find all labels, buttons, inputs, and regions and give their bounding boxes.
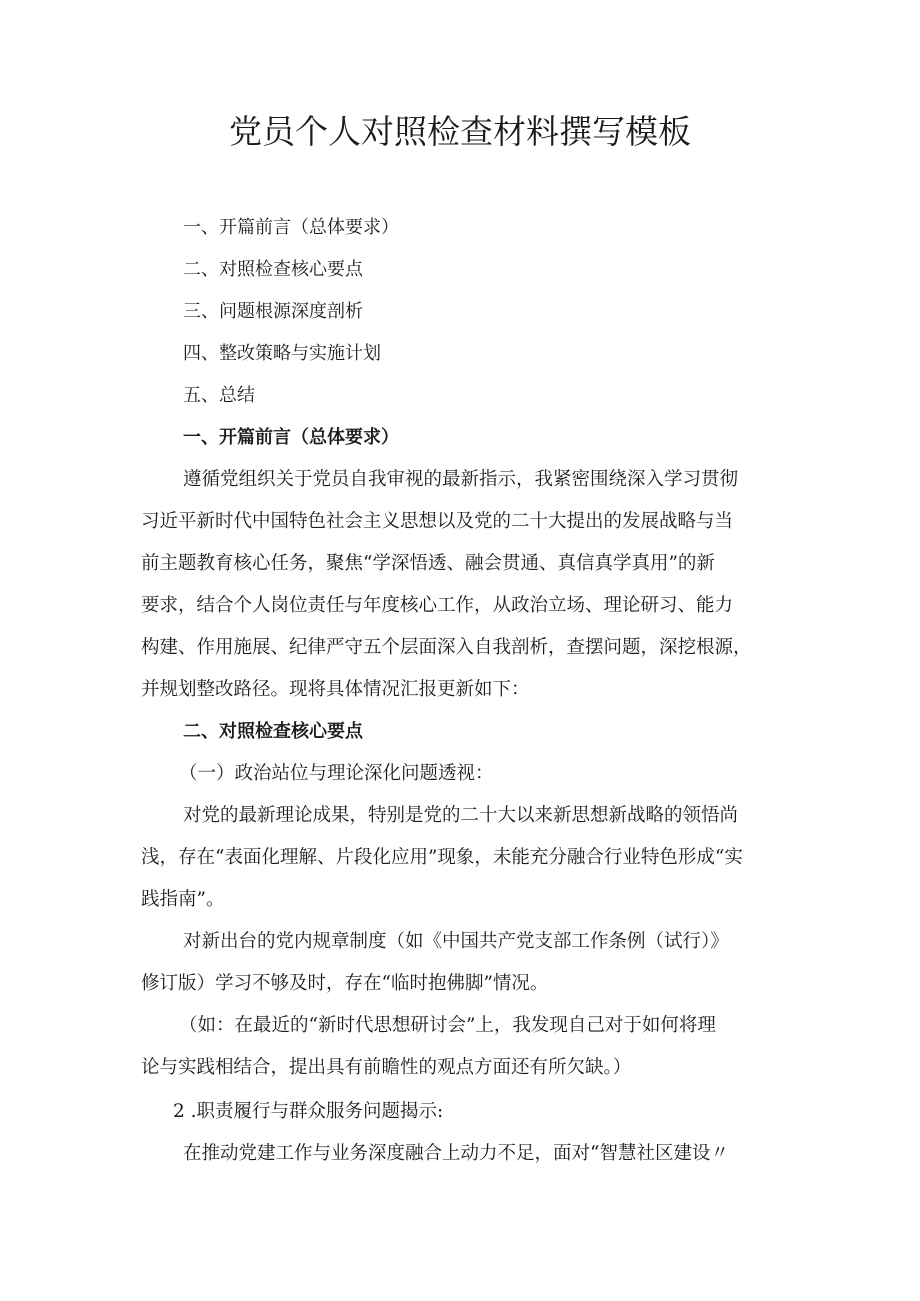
paragraph-line: 在推动党建工作与业务深度融合上动力不足，面对“智慧社区建设〃 [183,1143,729,1164]
section-heading: 一、开篇前言（总体要求） [183,427,399,448]
paragraph-line: （如：在最近的“新时代思想研讨会”上，我发现自己对于如何将理 [179,1015,716,1036]
list-item-heading: 2 .职责履行与群众服务问题揭示: [173,1101,444,1122]
subsection-heading: （一）政治站位与理论深化问题透视： [179,763,494,784]
paragraph-line: 践指南”。 [141,889,225,910]
toc-item: 四、整改策略与实施计划 [183,343,381,364]
paragraph-line: 遵循党组织关于党员自我审视的最新指示，我紧密围绕深入学习贯彻 [183,469,739,490]
paragraph-line: 并规划整改路径。现将具体情况汇报更新如下： [141,679,530,700]
paragraph-line: 修订版）学习不够及时，存在“临时抱佛脚”情况。 [141,973,549,994]
paragraph [141,1010,795,1094]
table-of-contents [183,212,783,422]
toc-item: 一、开篇前言（总体要求） [183,217,399,238]
document-title: 党员个人对照检查材料撰写模板 [229,112,691,151]
document-body [141,422,795,1180]
paragraph [141,926,795,1010]
intro-paragraph [141,464,795,716]
paragraph-line: 构建、作用施展、纪律严守五个层面深入自我剖析，查摆问题，深挖根源， [141,637,752,658]
toc-item: 三、问题根源深度剖析 [183,301,363,322]
paragraph-line: 浅，存在“表面化理解、片段化应用”现象，未能充分融合行业特色形成“实 [141,847,743,868]
paragraph-line: 要求，结合个人岗位责任与年度核心工作，从政治立场、理论研习、能力 [141,595,734,616]
toc-item: 五、总结 [183,385,255,406]
paragraph-line: 对新出台的党内规章制度（如《中国共产党支部工作条例（试行）》 [183,931,729,952]
paragraph-line: 前主题教育核心任务，聚焦“学深悟透、融会贯通、真信真学真用”的新 [141,553,715,574]
section-heading: 二、对照检查核心要点 [183,721,363,742]
paragraph-line: 论与实践相结合，提出具有前瞻性的观点方面还有所欠缺。） [141,1057,632,1078]
toc-item: 二、对照检查核心要点 [183,259,363,280]
paragraph [141,800,795,926]
paragraph-line: 对党的最新理论成果，特别是党的二十大以来新思想新战略的领悟尚 [183,805,739,826]
paragraph-line: 习近平新时代中国特色社会主义思想以及党的二十大提出的发展战略与当 [141,511,734,532]
